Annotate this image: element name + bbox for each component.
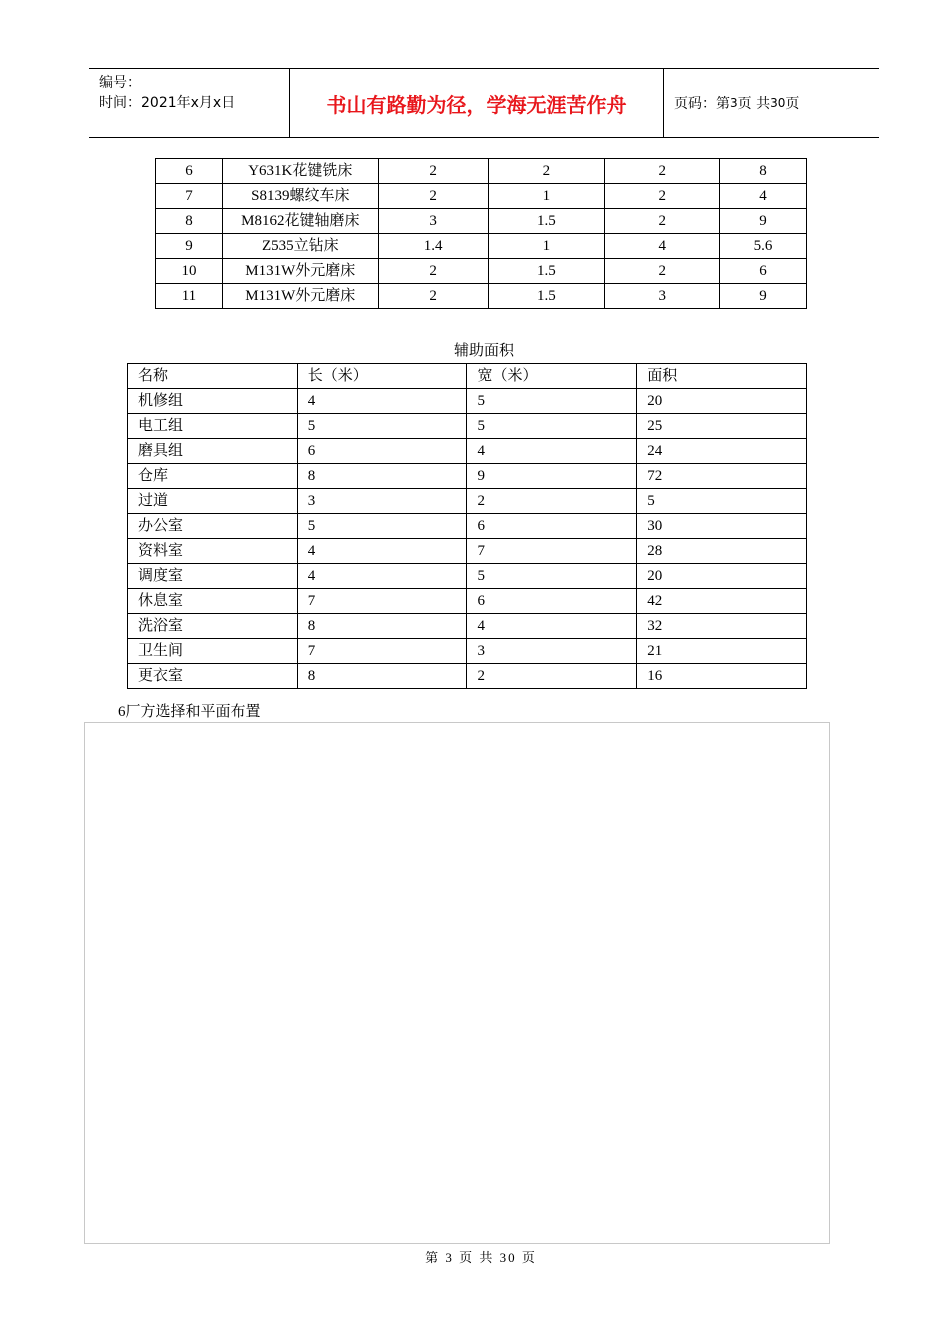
table-cell: 5.6 <box>720 234 807 259</box>
table-cell: 6 <box>297 439 467 464</box>
table-row <box>128 514 807 539</box>
table-row <box>128 664 807 689</box>
table-cell: 4 <box>467 614 637 639</box>
table-cell: 4 <box>720 184 807 209</box>
code-label: 编号： <box>99 75 141 91</box>
table-cell: 1.5 <box>488 259 605 284</box>
page-number: 3 <box>730 96 738 110</box>
section-title: 6厂方选择和平面布置 <box>118 704 261 720</box>
table-cell: 资料室 <box>128 539 298 564</box>
header-motto: 书山有路勤为径，学海无涯苦作舟 <box>290 69 664 137</box>
table-cell: S8139螺纹车床 <box>222 184 378 209</box>
table-cell: 5 <box>297 414 467 439</box>
table-cell: 24 <box>637 439 807 464</box>
page-header <box>89 68 879 138</box>
table-row <box>156 209 807 234</box>
table-cell: 6 <box>156 159 223 184</box>
table-cell: 6 <box>467 514 637 539</box>
table-header-row <box>128 364 807 389</box>
table-row <box>128 414 807 439</box>
table-cell: 2 <box>488 159 605 184</box>
table-cell: 11 <box>156 284 223 309</box>
table-cell: 洗浴室 <box>128 614 298 639</box>
aux-table-caption: 辅助面积 <box>453 343 514 359</box>
table-cell: 2 <box>605 159 720 184</box>
table-row <box>128 564 807 589</box>
table-cell: 机修组 <box>128 389 298 414</box>
column-header: 长（米） <box>297 364 467 389</box>
machine-table <box>155 158 807 309</box>
page-suffix: 页 <box>785 96 800 112</box>
page-footer: 第 3 页 共 30 页 <box>425 1250 537 1265</box>
table-cell: 7 <box>297 589 467 614</box>
table-cell: 8 <box>297 664 467 689</box>
table-cell: 5 <box>637 489 807 514</box>
table-row <box>128 639 807 664</box>
column-header: 面积 <box>637 364 807 389</box>
table-cell: 2 <box>605 259 720 284</box>
table-cell: 20 <box>637 564 807 589</box>
table-cell: 5 <box>467 564 637 589</box>
table-cell: 2 <box>378 159 488 184</box>
table-cell: 3 <box>378 209 488 234</box>
table-cell: 1.5 <box>488 284 605 309</box>
table-cell: 2 <box>605 209 720 234</box>
page-mid: 页 共 <box>737 96 771 112</box>
table-cell: 电工组 <box>128 414 298 439</box>
table-row <box>128 389 807 414</box>
table-row <box>128 539 807 564</box>
table-cell: 仓库 <box>128 464 298 489</box>
table-cell: 1 <box>488 234 605 259</box>
table-cell: 更衣室 <box>128 664 298 689</box>
table-cell: 3 <box>605 284 720 309</box>
table-cell: 72 <box>637 464 807 489</box>
table-cell: 过道 <box>128 489 298 514</box>
table-row <box>156 159 807 184</box>
page-total: 30 <box>770 96 786 110</box>
table-row <box>156 234 807 259</box>
table-cell: 30 <box>637 514 807 539</box>
table-row <box>128 589 807 614</box>
table-cell: 3 <box>467 639 637 664</box>
table-cell: 卫生间 <box>128 639 298 664</box>
table-row <box>156 184 807 209</box>
table-cell: 5 <box>297 514 467 539</box>
table-cell: 6 <box>467 589 637 614</box>
table-cell: 4 <box>297 564 467 589</box>
table-cell: 8 <box>297 464 467 489</box>
header-page-info <box>664 69 879 137</box>
table-cell: 4 <box>467 439 637 464</box>
table-cell: Y631K花键铣床 <box>222 159 378 184</box>
column-header: 名称 <box>128 364 298 389</box>
table-row <box>128 489 807 514</box>
table-cell: M131W外元磨床 <box>222 259 378 284</box>
table-cell: 7 <box>156 184 223 209</box>
table-cell: M8162花键轴磨床 <box>222 209 378 234</box>
table-cell: 办公室 <box>128 514 298 539</box>
table-cell: 2 <box>378 284 488 309</box>
table-cell: 9 <box>720 284 807 309</box>
table-cell: 8 <box>297 614 467 639</box>
table-cell: 7 <box>467 539 637 564</box>
table-cell: 1 <box>488 184 605 209</box>
table-cell: 16 <box>637 664 807 689</box>
table-cell: 2 <box>467 489 637 514</box>
table-cell: 25 <box>637 414 807 439</box>
table-cell: 9 <box>467 464 637 489</box>
column-header: 宽（米） <box>467 364 637 389</box>
table-cell: 42 <box>637 589 807 614</box>
table-cell: Z535立钻床 <box>222 234 378 259</box>
table-cell: 9 <box>720 209 807 234</box>
table-cell: 磨具组 <box>128 439 298 464</box>
table-cell: 20 <box>637 389 807 414</box>
table-cell: M131W外元磨床 <box>222 284 378 309</box>
table-cell: 2 <box>378 259 488 284</box>
table-cell: 5 <box>467 414 637 439</box>
table-row <box>128 439 807 464</box>
table-cell: 2 <box>467 664 637 689</box>
table-row <box>156 259 807 284</box>
table-cell: 7 <box>297 639 467 664</box>
time-label: 时间：2021年x月x日 <box>99 95 236 111</box>
table-cell: 2 <box>378 184 488 209</box>
table-row <box>156 284 807 309</box>
table-cell: 调度室 <box>128 564 298 589</box>
page-prefix: 页码：第 <box>674 96 730 112</box>
table-cell: 2 <box>605 184 720 209</box>
table-cell: 21 <box>637 639 807 664</box>
table-row <box>128 464 807 489</box>
header-meta <box>89 69 290 137</box>
table-cell: 休息室 <box>128 589 298 614</box>
table-cell: 4 <box>605 234 720 259</box>
table-cell: 4 <box>297 539 467 564</box>
table-cell: 8 <box>720 159 807 184</box>
table-cell: 6 <box>720 259 807 284</box>
table-cell: 28 <box>637 539 807 564</box>
aux-area-table <box>127 363 807 689</box>
table-cell: 1.5 <box>488 209 605 234</box>
table-cell: 8 <box>156 209 223 234</box>
table-cell: 5 <box>467 389 637 414</box>
table-cell: 3 <box>297 489 467 514</box>
table-cell: 4 <box>297 389 467 414</box>
table-row <box>128 614 807 639</box>
table-cell: 10 <box>156 259 223 284</box>
table-cell: 32 <box>637 614 807 639</box>
table-cell: 1.4 <box>378 234 488 259</box>
table-cell: 9 <box>156 234 223 259</box>
layout-figure-frame <box>84 722 830 1244</box>
